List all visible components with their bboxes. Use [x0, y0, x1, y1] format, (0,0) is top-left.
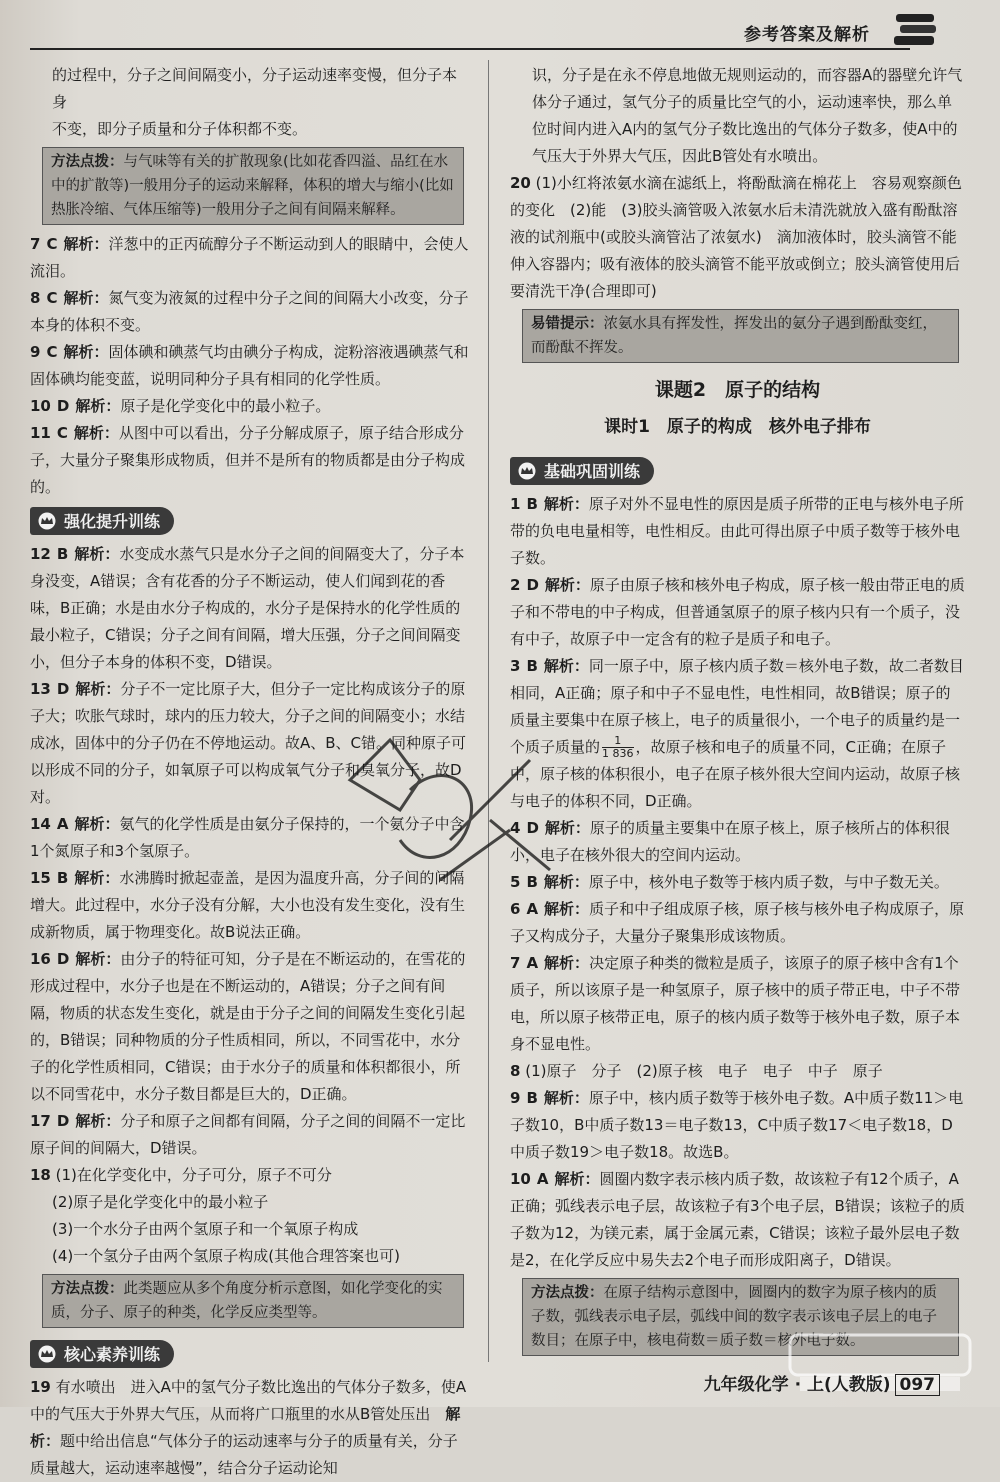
answer-item-9: 9 C 解析：固体碘和碘蒸气均由碘分子构成，淀粉溶液遇碘蒸气和固体碘均能变蓝，说明同种分子具有相同的化学性质。: [30, 343, 469, 388]
answer-item-17: 17 D 解析：分子和原子之间都有间隔，分子之间的间隔不一定比原子间的间隔大，D错误。: [30, 1112, 466, 1157]
crown-icon: [36, 1345, 58, 1363]
answer-item-r1: 1 B 解析：原子对外不显电性的原因是质子所带的正电与核外电子所带的负电电量相等，电性相反。由此可得出原子中质子数等于核外电子数。: [510, 495, 964, 567]
answer-item-r9: 9 B 解析：原子中，核内质子数等于核外电子数。A中质子数11＞电子数10，B中质子数13＝电子数13，C中质子数17＜电子数18，D中质子数19＞电子数18。故选B。: [510, 1089, 964, 1161]
tip-text: 浓氨水具有挥发性，挥发出的氨分子遇到酚酞变红，而酚酞不挥发。: [531, 316, 937, 356]
answer-item-19: 19 有水喷出 进入A中的氢气分子数比逸出的气体分子数多，使A中的气压大于外界大气压，从而将广口瓶里的水从B管处压出 解析：题中给出信息“气体分子的运动速率与分子的质量有关，分子质量越大，运动速率越慢”，结合分子运动论知: [30, 1378, 467, 1477]
tip-box-method-2: [42, 1274, 464, 1328]
header-rule: [30, 48, 910, 50]
answer-item-r7: 7 A 解析：决定原子种类的微粒是质子，该原子的原子核中含有1个质子，所以该原子是一种氢原子，原子核中的质子带正电，中子不带电，所以原子核带正电，原子的核内质子数等于核外电子数，原子本身不显电性。: [510, 954, 961, 1053]
answer-item-18-line-3: (3)一个水分子由两个氢原子和一个氧原子构成: [52, 1220, 359, 1238]
answer-item-7: 7 C 解析：洋葱中的正丙硫醇分子不断运动到人的眼睛中，会使人流泪。: [30, 235, 469, 280]
answer-item-r5: 5 B 解析：原子中，核外电子数等于核内质子数，与中子数无关。: [510, 873, 949, 891]
answer-item-15: 15 B 解析：水沸腾时掀起壶盖，是因为温度升高，分子间的间隔增大。此过程中，水分子没有分解，大小也没有发生变化，没有生成新物质，属于物理变化。故B说法正确。: [30, 869, 466, 941]
section-title: 基础巩固训练: [544, 461, 641, 481]
answer-item-8: 8 C 解析：氮气变为液氮的过程中分子之间的间隔大小改变，分子本身的体积不变。: [30, 289, 469, 334]
section-title: 核心素养训练: [64, 1344, 161, 1364]
lesson-title: 课题2 原子的结构: [654, 379, 821, 401]
page-number: 097: [895, 1374, 941, 1396]
intro-line-2: 不变，即分子质量和分子体积都不变。: [52, 120, 308, 138]
answer-item-13: 13 D 解析：分子不一定比原子大，但分子一定比构成该分子的原子大；吹胀气球时，球内的压力较大，分子之间的间隔变小；水结成冰，固体中的分子仍在不停地运动。故A、B、C错。同种原子可以形成不同的分子，如氧原子可以构成氧气分子和臭氧分子，故D对。: [30, 680, 467, 806]
intro-line-1: 的过程中，分子之间间隔变小，分子运动速率变慢，但分子本身: [52, 66, 458, 111]
answer-item-r10: 10 A 解析：圆圈内数字表示核内质子数，故该粒子有12个质子，A正确；弧线表示电子层，故该粒子有3个电子层，B错误；该粒子的质子数为12，为镁元素，属于金属元素，C错误；该粒子最外层电子数是2，在化学反应中易失去2个电子而形成阳离子，D错误。: [510, 1170, 965, 1269]
lesson-subtitle: 课时1 原子的构成 核外电子排布: [604, 417, 871, 437]
tip-label: 易错提示：: [531, 316, 604, 332]
tip-label: 方法点拨：: [51, 154, 124, 170]
tip-text: 此类题应从多个角度分析示意图，如化学变化的实质，分子、原子的种类，化学反应类型等。: [51, 1281, 443, 1321]
answer-item-11: 11 C 解析：从图中可以看出，分子分解成原子，原子结合形成分子，大量分子聚集形成物质，但并不是所有的物质都是由分子构成的。: [30, 424, 466, 496]
books-icon: [892, 10, 940, 50]
answer-item-r4: 4 D 解析：原子的质量主要集中在原子核上，原子核所占的体积很小，电子在核外很大的空间内运动。: [510, 819, 950, 864]
answer-item-20: 20 (1)小红将浓氨水滴在滤纸上，将酚酞滴在棉花上 容易观察颜色的变化 (2)能 (3)胶头滴管吸入浓氨水后未清洗就放入盛有酚酞溶液的试剂瓶中(或胶头滴管沾了浓氨水) 滴加液体时，胶头滴管不能伸入容器内；吸有液体的胶头滴管不能平放或倒立；胶头滴管使用后要清洗干净(合理即可): [510, 174, 962, 300]
answer-item-18-line-4: (4)一个氢分子由两个氢原子构成(其他合理答案也可): [52, 1247, 400, 1265]
section-header-core: [30, 1340, 174, 1368]
column-divider: [488, 60, 489, 1362]
tip-label: 方法点拨：: [51, 1281, 124, 1297]
tip-label: 方法点拨：: [531, 1285, 604, 1301]
answer-item-18: 18 (1)在化学变化中，分子可分，原子不可分: [30, 1166, 332, 1184]
tip-box-error: [522, 309, 959, 363]
answer-item-r6: 6 A 解析：质子和中子组成原子核，原子核与核外电子构成原子，原子又构成分子，大量分子聚集形成该物质。: [510, 900, 965, 945]
tip-text: 与气味等有关的扩散现象(比如花香四溢、品红在水中的扩散等)一般用分子的运动来解释，体积的增大与缩小(比如热胀冷缩、气体压缩等)一般用分子之间有间隔来解释。: [51, 154, 454, 218]
footer: [704, 1370, 940, 1395]
fraction: $\frac{1}{1 836}$: [602, 734, 634, 760]
section-header-strengthen: [30, 507, 174, 535]
answer-item-10: 10 D 解析：原子是化学变化中的最小粒子。: [30, 397, 331, 415]
right-column: [510, 62, 965, 1362]
answer-item-r3: 3 B 解析：同一原子中，原子核内质子数＝核外电子数，故二者数目相同，A正确；原子和中子不显电性，电性相同，故B错误；原子的质量主要集中在原子核上，电子的质量很小，一个电子的质量约是一个质子质量的 $\frac{1}{1 836}$ ，故原子核和电子的质量不同，C正确；在原子中，原子核的体积很小，电子在原子核外很大空间内运动，故原子核与电子的体积不同，D正确。: [510, 657, 964, 810]
crown-icon: [516, 462, 538, 480]
crown-icon: [36, 512, 58, 530]
footer-label: 九年级化学 · 上(人教版): [703, 1375, 891, 1395]
tip-box-method-1: [42, 147, 464, 225]
section-title: 强化提升训练: [64, 511, 161, 531]
answer-item-14: 14 A 解析：氨气的化学性质是由氨分子保持的，一个氨分子中含1个氮原子和3个氢原子。: [30, 815, 465, 860]
answer-item-r2: 2 D 解析：原子由原子核和核外电子构成，原子核一般由带正电的质子和不带电的中子构成，但普通氢原子的原子核内只有一个质子，没有中子，故原子中一定含有的粒子是质子和电子。: [510, 576, 965, 648]
answer-item-16: 16 D 解析：由分子的特征可知，分子是在不断运动的，在雪花的形成过程中，水分子也是在不断运动的，A错误；分子之间有间隔，物质的状态发生变化，就是由于分子之间的间隔发生变化引起的，B错误；同种物质的分子性质相同，所以，不同雪花中，水分子的化学性质相同，C错误；由于水分子的质量和体积都很小，所以不同雪花中，水分子数目都是巨大的，D正确。: [30, 950, 466, 1103]
answer-item-19-continued: 识，分子是在永不停息地做无规则运动的，而容器A的器壁允许气体分子通过，氢气分子的质量比空气的小，运动速率快，那么单位时间内进入A内的氢气分子数比逸出的气体分子数多，使A中的气压大于外界大气压，因此B管处有水喷出。: [532, 66, 963, 165]
section-header-basic: [510, 457, 654, 485]
header-title: 参考答案及解析: [744, 25, 870, 45]
answer-item-r8: 8 (1)原子 分子 (2)原子核 电子 电子 中子 原子: [510, 1062, 883, 1080]
handwritten-stamp: [330, 720, 570, 910]
tip-text: 在原子结构示意图中，圆圈内的数字为原子核内的质子数，弧线表示电子层，弧线中间的数字表示该电子层上的电子数目；在原子中，核电荷数＝质子数＝核外电子数。: [531, 1285, 937, 1349]
answer-item-12: 12 B 解析：水变成水蒸气只是水分子之间的间隔变大了，分子本身没变，A错误；含有花香的分子不断运动，使人们闻到花的香味，B正确；水是由水分子构成的，水分子是保持水的化学性质的最小粒子，C错误；分子之间有间隔，增大压强，分子之间间隔变小，但分子本身的体积不变，D错误。: [30, 545, 465, 671]
answer-item-18-line-2: (2)原子是化学变化中的最小粒子: [52, 1193, 269, 1211]
